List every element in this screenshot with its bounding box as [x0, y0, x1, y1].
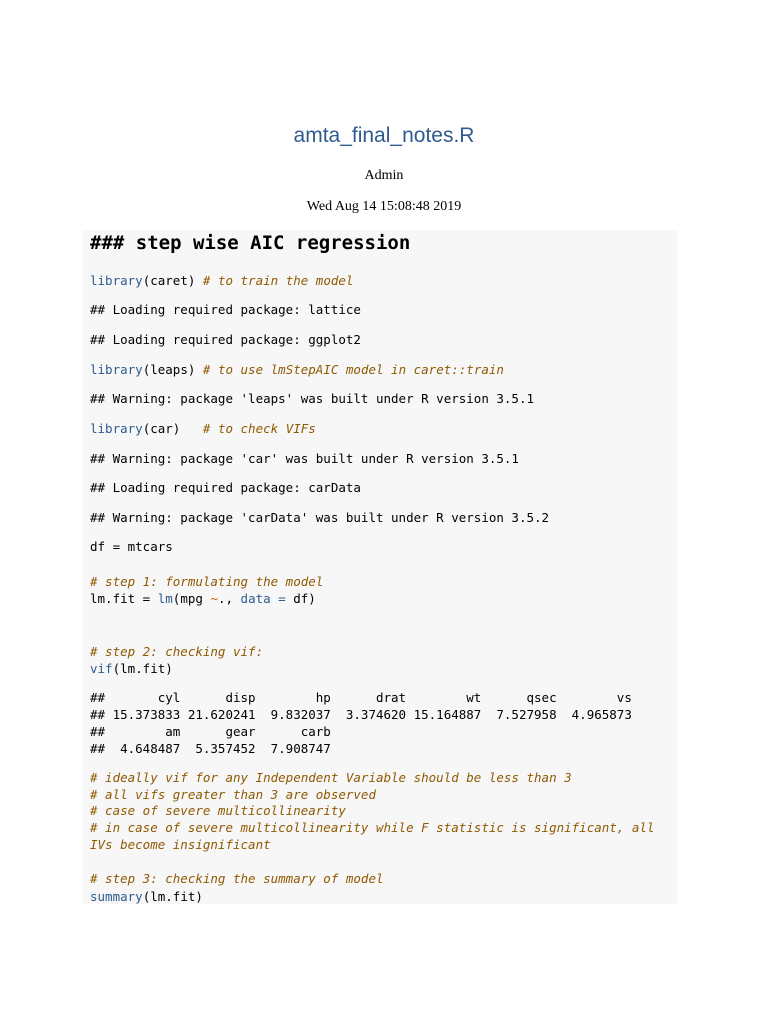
code-line-library-car	[90, 420, 316, 437]
code-comment: # case of severe multicollinearity	[90, 803, 346, 818]
output-line: ## Loading required package: carData	[90, 480, 361, 495]
code-comment: # to check VIFs	[202, 421, 316, 436]
function-name: library	[90, 273, 143, 288]
code-text: (leaps)	[142, 362, 203, 377]
code-line-lm-fit	[90, 590, 316, 607]
function-name: library	[90, 421, 143, 436]
vif-output-line: ## 4.648487 5.357452 7.908747	[90, 741, 331, 756]
code-comment: IVs become insignificant	[90, 837, 271, 852]
code-line-library-caret	[90, 272, 353, 289]
argument-name: data	[240, 591, 271, 606]
code-text: df)	[293, 591, 316, 606]
code-comment: # in case of severe multicollinearity while F statistic is significant, all	[90, 820, 655, 835]
output-line: ## Loading required package: ggplot2	[90, 332, 361, 347]
code-line-df: df = mtcars	[90, 539, 173, 554]
code-comment: # to train the model	[202, 273, 354, 288]
output-line: ## Warning: package 'leaps' was built under R version 3.5.1	[90, 391, 535, 406]
code-comment: # step 2: checking vif:	[90, 644, 264, 659]
function-name: lm	[157, 591, 173, 606]
code-comment: # step 3: checking the summary of model	[90, 871, 384, 886]
date: Wed Aug 14 15:08:48 2019	[306, 199, 462, 214]
code-text: (lm.fit)	[112, 661, 173, 676]
code-text: lm.fit =	[90, 591, 158, 606]
code-text: (car)	[142, 421, 203, 436]
output-line: ## Warning: package 'carData' was built under R version 3.5.2	[90, 510, 550, 525]
tilde-operator: ~	[210, 591, 218, 606]
code-text: (mpg	[172, 591, 211, 606]
code-comment: # to use lmStepAIC model in caret::train	[202, 362, 504, 377]
function-name: library	[90, 362, 143, 377]
code-text: (lm.fit)	[142, 889, 203, 904]
code-line-library-leaps	[90, 361, 504, 378]
function-name: summary	[90, 889, 143, 904]
code-comment: # all vifs greater than 3 are observed	[90, 787, 376, 802]
output-line: ## Warning: package 'car' was built under R version 3.5.1	[90, 451, 519, 466]
code-line-vif	[90, 660, 173, 677]
code-comment: # step 1: formulating the model	[90, 574, 324, 589]
code-comment: # ideally vif for any Independent Variable should be less than 3	[90, 770, 572, 785]
code-line-summary	[90, 888, 203, 905]
code-text: .,	[217, 591, 241, 606]
vif-output-line: ## am gear carb	[90, 724, 331, 739]
vif-output-line: ## 15.373833 21.620241 9.832037 3.374620 15.164887 7.527958 4.965873	[90, 707, 632, 722]
assign-operator: =	[270, 591, 294, 606]
output-line: ## Loading required package: lattice	[90, 302, 361, 317]
section-heading: ### step wise AIC regression	[90, 232, 411, 254]
code-text: (caret)	[142, 273, 203, 288]
document-title: amta_final_notes.R	[293, 124, 475, 147]
author: Admin	[364, 168, 404, 183]
vif-output-line: ## cyl disp hp drat wt qsec vs	[90, 690, 632, 705]
function-name: vif	[90, 661, 113, 676]
